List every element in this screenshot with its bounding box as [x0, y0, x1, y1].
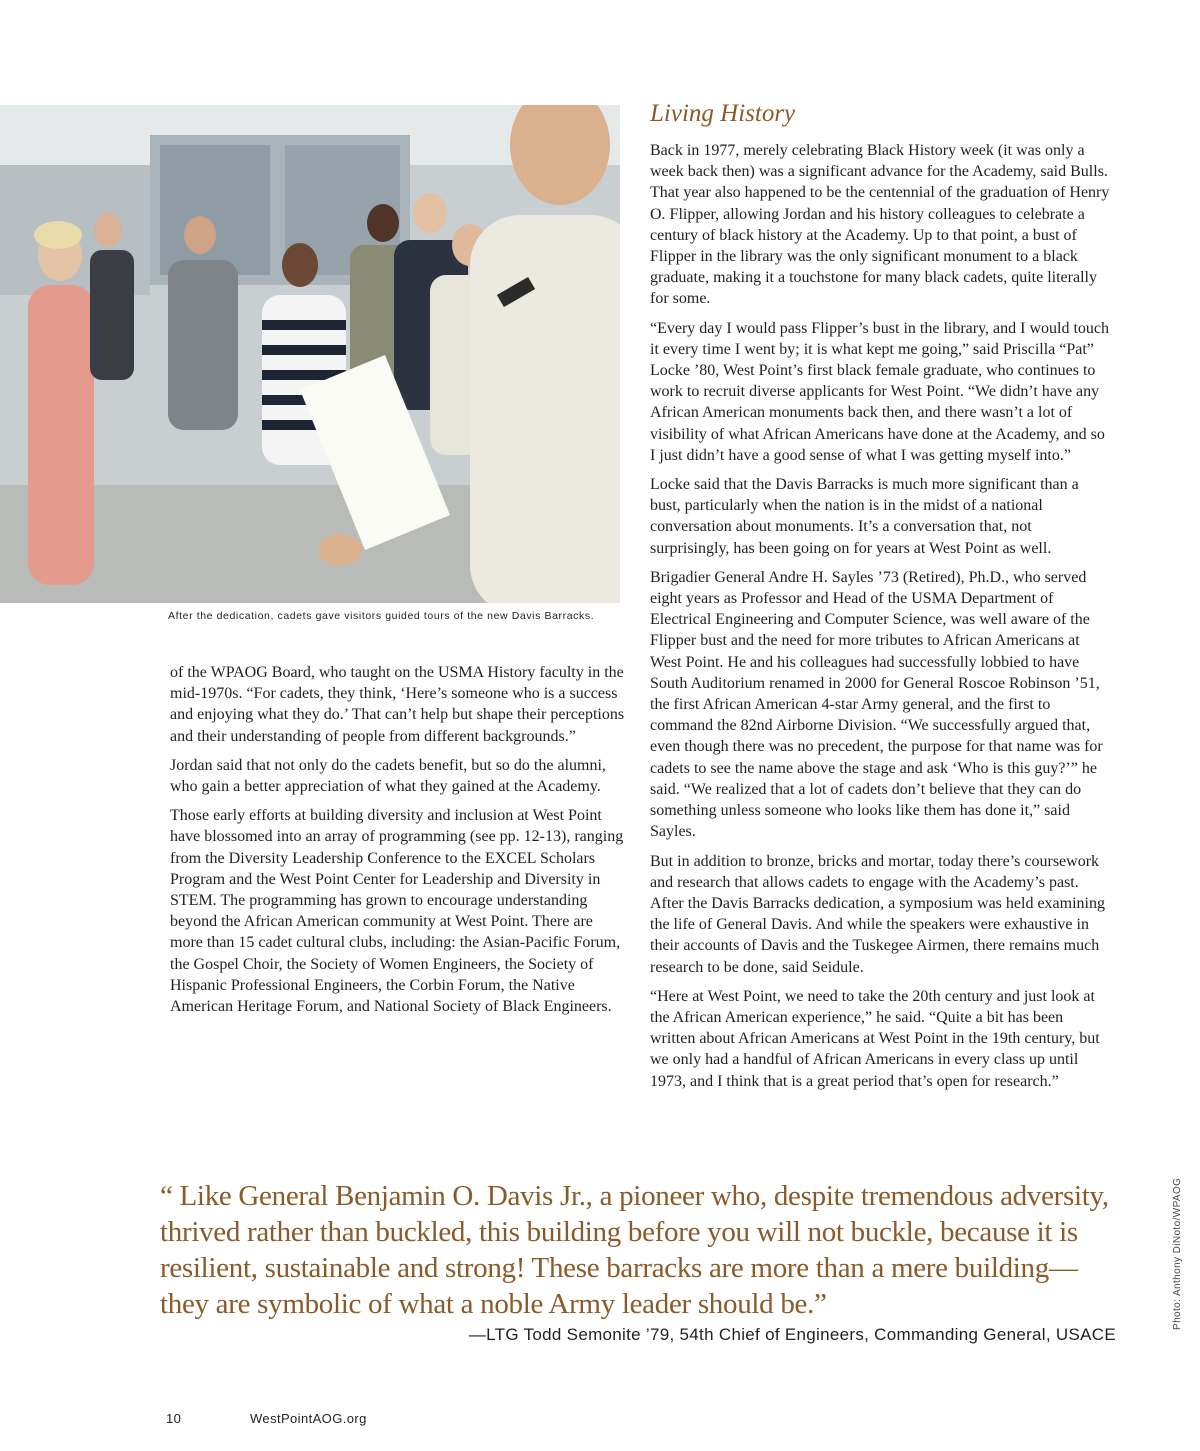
photo-caption: After the dedication, cadets gave visitors guided tours of the new Davis Barracks.: [168, 610, 595, 622]
left-paragraph: Those early efforts at building diversity and inclusion at West Point have blossomed into an array of programming (see pp. 12-13), ranging from the Diversity Leadership Conference to the EXCEL Scholars Program and the West Point Center for Leadership and Diversity in STEM. The programming has grown to encourage understanding beyond the African American community at West Point. There are more than 15 cadet cultural clubs, including: the Asian-Pacific Forum, the Gospel Choir, the Society of Women Engineers, the Society of Hispanic Professional Engineers, the Corbin Forum, the Native American Heritage Forum, and National Society of Black Engineers.: [170, 807, 624, 1016]
left-column: [170, 662, 628, 1025]
right-paragraph: “Here at West Point, we need to take the 20th century and just look at the African American experience,” he said. “Quite a bit has been written about African Americans at West Point in the 19th century, but we only had a handful of African Americans in every class up until 1973, and I think that is a great period that’s open for research.”: [650, 987, 1100, 1090]
right-paragraph: “Every day I would pass Flipper’s bust in the library, and I would touch it every time I went by; it is what kept me going,” said Priscilla “Pat” Locke ’80, West Point’s first black female graduate, who continues to work to recruit diverse applicants for West Point. “We didn’t have any African American monuments back then, and there wasn’t a lot of visibility of what African Americans have done at the Academy, and so I just didn’t have a good sense of what I was getting myself into.”: [650, 319, 1110, 464]
photo-credit: Photo: Anthony DiNoto/WPAOG: [1172, 1177, 1183, 1330]
pull-quote: “ Like General Benjamin O. Davis Jr., a pioneer who, despite tremendous adversity, thrived rather than buckled, this building before you will not buckle, because it is resilient, sustainable and strong! These barracks are more than a mere building—they are symbolic of what a noble Army leader should be.”: [160, 1180, 1109, 1320]
right-column: [650, 140, 1112, 1100]
footer-site: WestPointAOG.org: [250, 1411, 367, 1426]
right-paragraph: Brigadier General Andre H. Sayles ’73 (Retired), Ph.D., who served eight years as Professor and Head of the USMA Department of Electrical Engineering and Computer Science, was well aware of the Flipper bust and the need for more tributes to African Americans at West Point. He and his colleagues had successfully lobbied to have South Auditorium renamed in 2000 for General Roscoe Robinson ’51, the first African American 4-star Army general, and the first to command the 82nd Airborne Division. “We successfully argued that, even though there was no precedent, the purpose for that name was for cadets to see the name above the stage and ask ‘Who is this guy?’” he said. “We realized that a lot of cadets don’t believe that they can do something unless someone who looks like them has done it,” said Sayles.: [650, 568, 1103, 841]
page-number: 10: [166, 1411, 182, 1426]
right-paragraph: But in addition to bronze, bricks and mortar, today there’s coursework and research that allows cadets to engage with the Academy’s past. After the Davis Barracks dedication, a symposium was held examining the life of General Davis. And while the speakers were exhaustive in their accounts of Davis and the Tuskegee Airmen, there remains much research to be done, said Seidule.: [650, 852, 1105, 976]
tour-photo: [0, 105, 620, 603]
right-paragraph: Locke said that the Davis Barracks is much more significant than a bust, particularly when the nation is in the midst of a national conversation about monuments. It’s a conversation that, not surprisingly, has been going on for years at West Point as well.: [650, 476, 1079, 557]
section-title: Living History: [650, 100, 796, 127]
tour-photo-illustration: [0, 105, 620, 603]
right-paragraph: Back in 1977, merely celebrating Black History week (it was only a week back then) was a significant advance for the Academy, said Bulls. That year also happened to be the centennial of the graduation of Henry O. Flipper, allowing Jordan and his history colleagues to celebrate a century of black history at the Academy. Up to that point, a bust of Flipper in the library was the only significant monument to a black graduate, making it a touchstone for many black cadets, quite literally for some.: [650, 142, 1110, 308]
left-paragraph: of the WPAOG Board, who taught on the USMA History faculty in the mid-1970s. “For cadets, they think, ‘Here’s someone who is a success and enjoying what they do.’ That can’t help but shape their perceptions and their understanding of people from different backgrounds.”: [170, 664, 625, 745]
left-paragraph: Jordan said that not only do the cadets benefit, but so do the alumni, who gain a better appreciation of what they gained at the Academy.: [170, 756, 606, 796]
quote-attribution: —LTG Todd Semonite ’79, 54th Chief of Engineers, Commanding General, USACE: [468, 1325, 1116, 1344]
